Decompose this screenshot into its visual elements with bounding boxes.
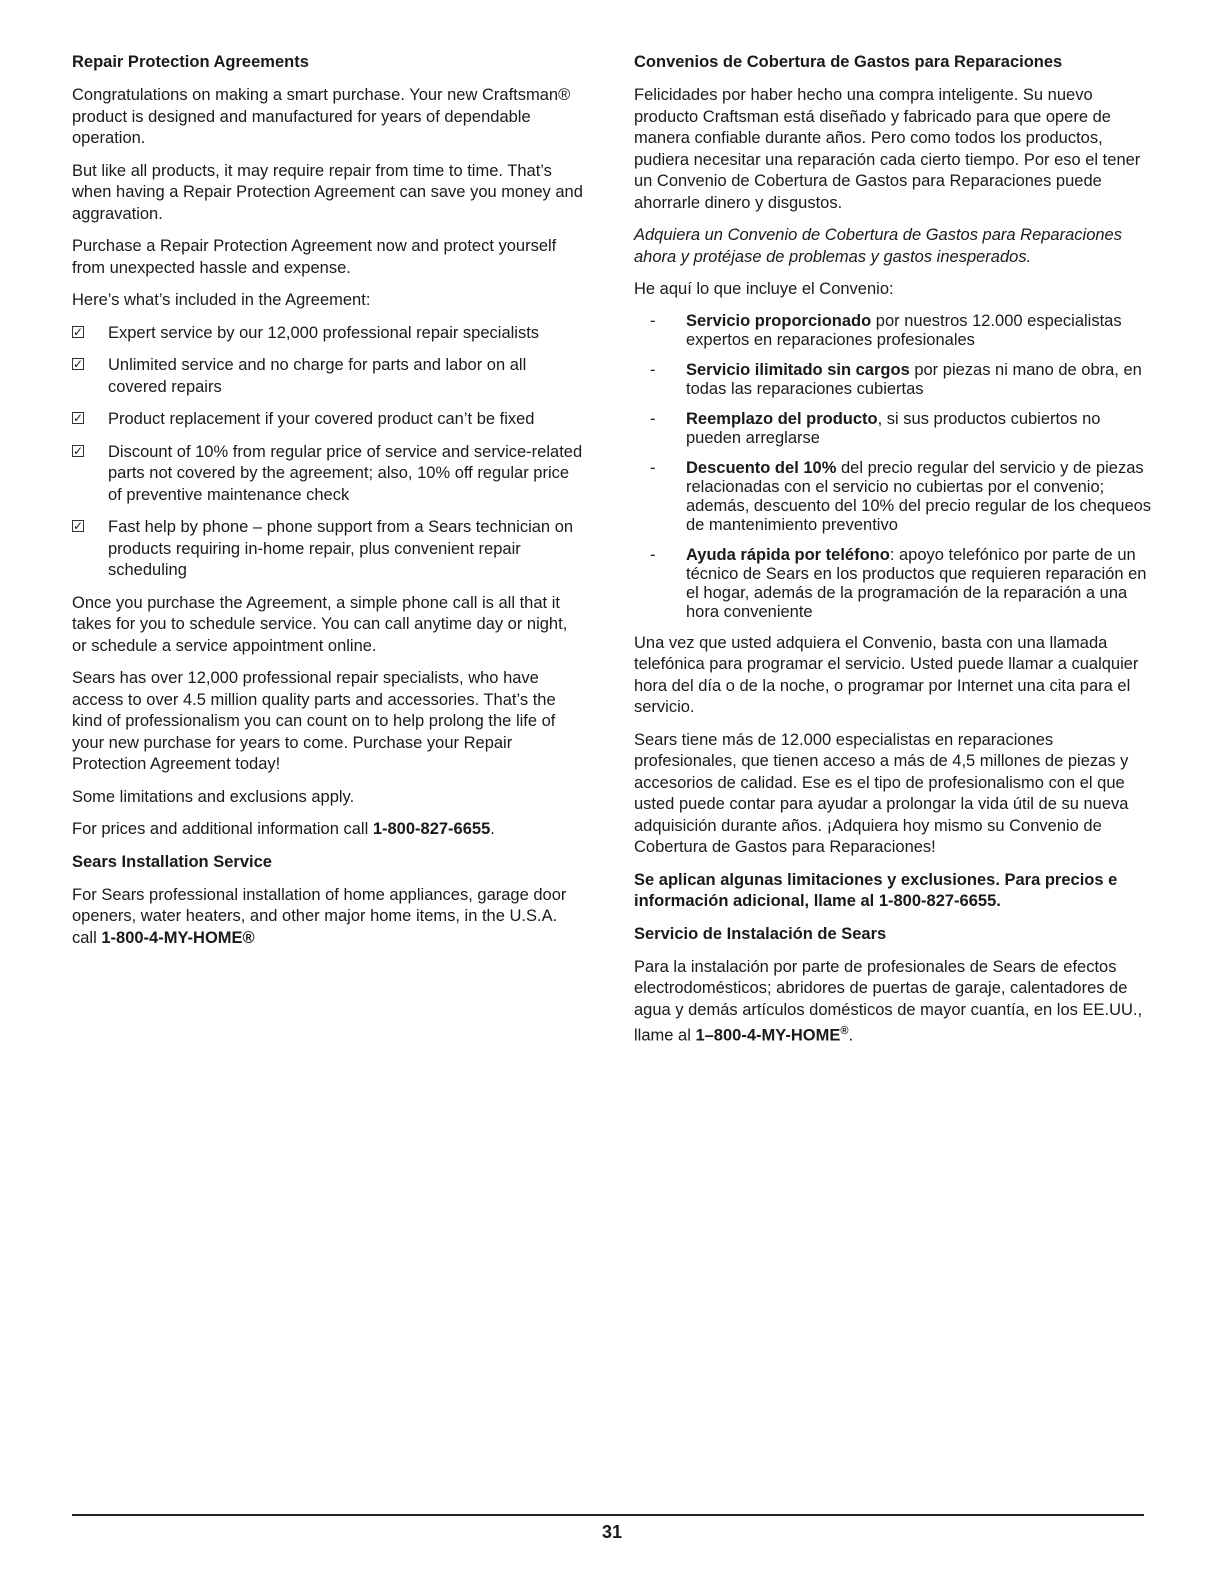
dash-bullet: -: [650, 458, 656, 477]
paragraph: Some limitations and exclusions apply.: [72, 787, 355, 806]
paragraph-limitaciones: Se aplican algunas limitaciones y exclusiones. Para precios e información adicional, llame al 1-800-827-6655.: [634, 870, 1118, 910]
checkbox-checked-icon: ✓: [73, 443, 84, 458]
dash-bullet: -: [650, 409, 656, 428]
paragraph: Felicidades por haber hecho una compra inteligente. Su nuevo producto Craftsman está diseñado y fabricado para que opere de manera confiable durante años. Pero como todos los productos, pudiera necesitar una reparación cada cierto tiempo. Por eso el tener un Convenio de Cobertura de Gastos para Reparaciones puede ahorrarle dinero y disgustos.: [634, 86, 1141, 212]
checkbox-checked-icon: ✓: [73, 324, 84, 339]
page-number: 31: [601, 1522, 623, 1542]
paragraph: Sears tiene más de 12.000 especialistas en reparaciones profesionales, que tienen acceso a más de 4,5 millones de piezas y accesorios de calidad. Ese es el tipo de profesionalismo con el que usted puede contar para ayudar a prolongar la vida útil de su nueva adquisición durante años. ¡Adquiera hoy mismo su Convenio de Cobertura de Gastos para Reparaciones!: [634, 730, 1129, 856]
phone-number: 1–800-4-MY-HOME: [695, 1026, 841, 1045]
list-item: ✓ Discount of 10% from regular price of service and service-related parts not covered by the agreement; also, 10% off regular price of preventive maintenance check: [73, 442, 583, 504]
registered-mark: ®: [840, 1025, 849, 1037]
checkbox-checked-icon: ✓: [73, 357, 84, 371]
list-item: - Descuento del 10% del precio regular del servicio y de piezas relacionadas con el servicio no cubiertas por el convenio; además, descuento del 10% del precio regular de los chequeos de mantenimiento preventivo: [650, 458, 1152, 534]
checkbox-checked-icon: ✓: [73, 411, 84, 425]
paragraph: Congratulations on making a smart purchase. Your new Craftsman® product is designed and manufactured for years of dependable operation.: [72, 86, 571, 147]
dash-bullet: -: [650, 360, 656, 379]
section-title-convenios: Convenios de Cobertura de Gastos para Reparaciones: [634, 53, 1063, 71]
section-title-instalacion: Servicio de Instalación de Sears: [634, 924, 887, 943]
incluye-list: [634, 312, 1152, 622]
section-title-installation: Sears Installation Service: [72, 852, 272, 871]
paragraph: Sears has over 12,000 professional repair specialists, who have access to over 4.5 million quality parts and accessories. That’s the kind of professionalism you can count on to help prolong the life of your new purchase for years to come. Purchase your Repair Protection Agreement today!: [72, 669, 556, 773]
english-column: [72, 52, 584, 960]
included-list: [72, 323, 584, 582]
paragraph: Purchase a Repair Protection Agreement now and protect yourself from unexpected hassle and expense.: [72, 237, 557, 277]
list-item: - Reemplazo del producto, si sus productos cubiertos no pueden arreglarse: [650, 409, 1101, 447]
list-item: ✓ Fast help by phone – phone support from a Sears technician on products requiring in-home repair, plus convenient repair scheduling: [73, 518, 574, 579]
list-item: - Servicio ilimitado sin cargos por piezas ni mano de obra, en todas las reparaciones cubiertas: [650, 360, 1142, 398]
section-title-repair-protection: Repair Protection Agreements: [72, 53, 309, 71]
dash-bullet: -: [650, 311, 656, 330]
list-item: - Servicio proporcionado por nuestros 12.000 especialistas expertos en reparaciones profesionales: [650, 311, 1122, 349]
list-item: ✓ Expert service by our 12,000 professional repair specialists: [73, 323, 540, 342]
footer-rule: [72, 1514, 1144, 1516]
paragraph-prices: For prices and additional information call 1-800-827-6655.: [72, 820, 495, 838]
paragraph: But like all products, it may require repair from time to time. That’s when having a Repair Protection Agreement can save you money and aggravation.: [72, 161, 583, 223]
list-item: - Ayuda rápida por teléfono: apoyo telefónico por parte de un técnico de Sears en los productos que requieren reparación en el hogar, además de la programación de la reparación a una hora conveniente: [650, 545, 1147, 621]
paragraph: Once you purchase the Agreement, a simple phone call is all that it takes for you to schedule service. You can call anytime day or night, or schedule a service appointment online.: [72, 593, 568, 655]
list-item: ✓ Unlimited service and no charge for parts and labor on all covered repairs: [73, 356, 527, 396]
checkbox-checked-icon: ✓: [73, 519, 84, 533]
paragraph: Here’s what’s included in the Agreement:: [72, 291, 371, 309]
paragraph-italic: Adquiera un Convenio de Cobertura de Gastos para Reparaciones ahora y protéjase de problemas y gastos inesperados.: [634, 226, 1122, 266]
paragraph-instalacion: Para la instalación por parte de profesionales de Sears de efectos electrodomésticos; abridores de puertas de garaje, calentadores de agua y demás artículos domésticos de mayor cuantía, en los EE.UU., llame al 1–800-4-MY-HOME®.: [634, 957, 1143, 1045]
paragraph-installation: For Sears professional installation of home appliances, garage door openers, water heaters, and other major home items, in the U.S.A. call 1-800-4-MY-HOME®: [72, 885, 567, 947]
phone-number: 1-800-4-MY-HOME®: [101, 928, 255, 947]
phone-number: 1-800-827-6655: [372, 820, 491, 838]
dash-bullet: -: [650, 545, 656, 564]
spanish-column: [634, 52, 1152, 1058]
list-item: ✓ Product replacement if your covered product can’t be fixed: [73, 410, 535, 428]
paragraph: Una vez que usted adquiera el Convenio, basta con una llamada telefónica para programar el servicio. Usted puede llamar a cualquier hora del día o de la noche, o programar por Internet una cita para el servicio.: [634, 633, 1139, 716]
paragraph: He aquí lo que incluye el Convenio:: [634, 280, 894, 298]
